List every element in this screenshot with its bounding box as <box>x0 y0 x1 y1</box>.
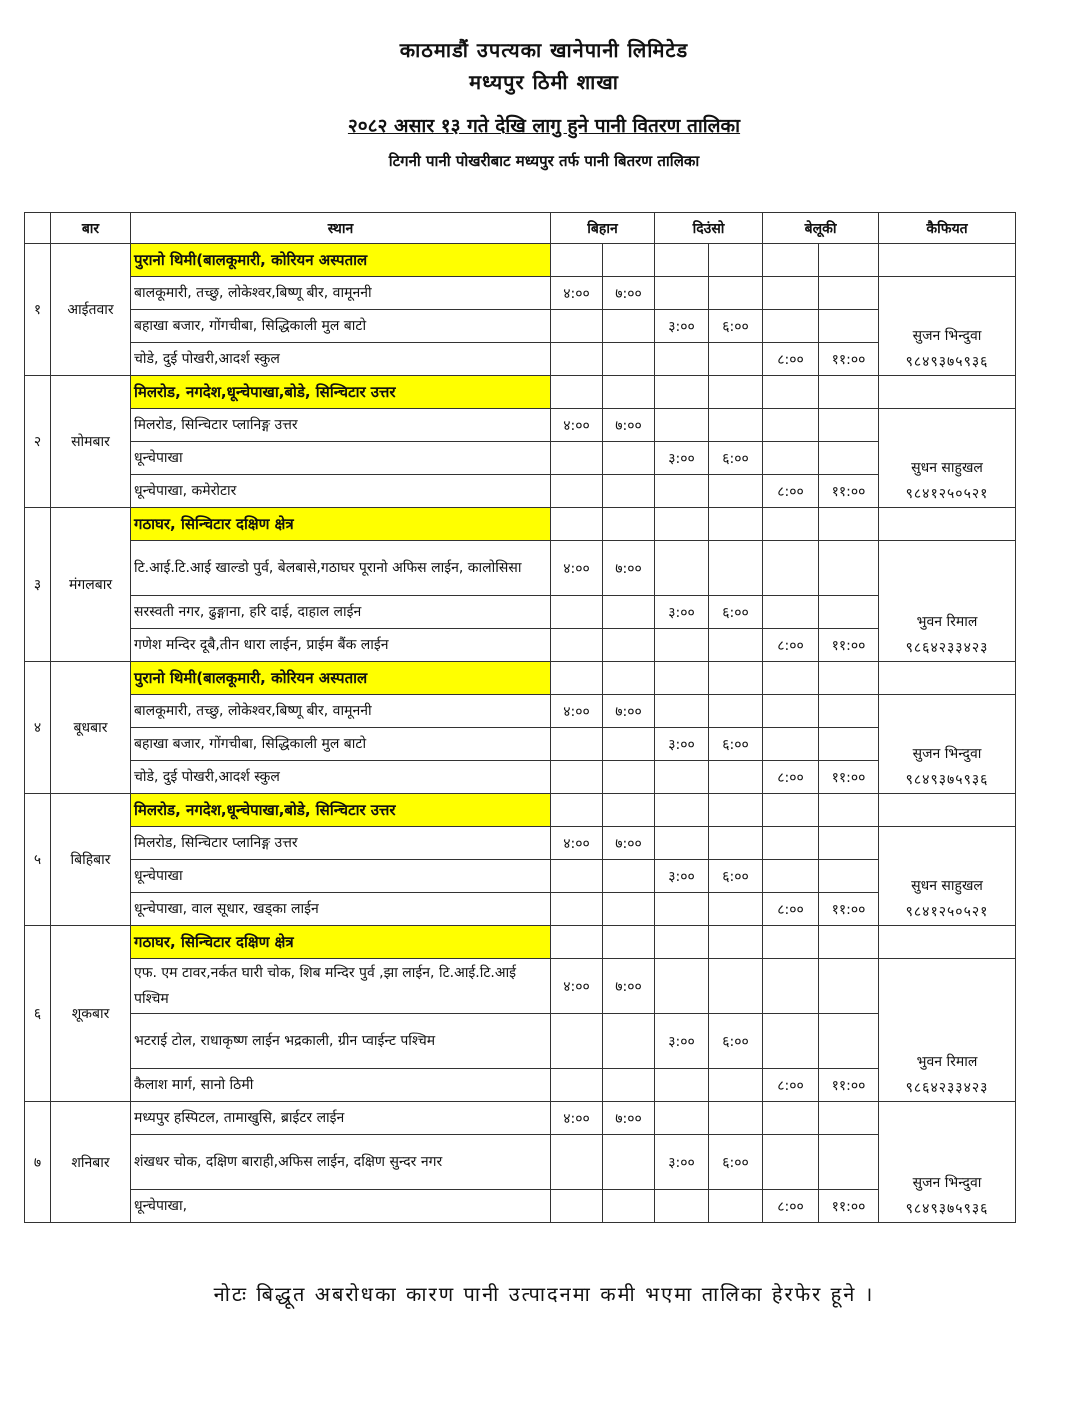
remark-cell <box>879 1102 1016 1223</box>
evening-end-time: ११:०० <box>819 475 879 508</box>
morning-start-time <box>551 728 603 761</box>
morning-start-time: ४:०० <box>551 409 603 442</box>
evening-start-time <box>763 959 819 1014</box>
morning-end-time <box>603 343 655 376</box>
evening-start-time <box>763 695 819 728</box>
morning-end-time: ७:०० <box>603 827 655 860</box>
place-cell: चोडे, दुई पोखरी,आदर्श स्कुल <box>131 343 551 376</box>
empty-cell <box>879 508 1016 541</box>
afternoon-start-time: ३:०० <box>655 860 709 893</box>
area-heading: पुरानो थिमी(बालकूमारी, कोरियन अस्पताल <box>131 662 551 695</box>
place-cell: धून्चेपाखा <box>131 442 551 475</box>
empty-cell <box>879 376 1016 409</box>
morning-start-time <box>551 1069 603 1102</box>
afternoon-start-time: ३:०० <box>655 1135 709 1190</box>
day-number: ३ <box>25 508 51 662</box>
morning-start-time: ४:०० <box>551 959 603 1014</box>
evening-end-time: ११:०० <box>819 1190 879 1223</box>
place-cell: धून्चेपाखा, <box>131 1190 551 1223</box>
morning-start-time <box>551 761 603 794</box>
table-body <box>25 244 1016 1223</box>
area-row <box>25 508 1016 541</box>
area-heading: पुरानो थिमी(बालकूमारी, कोरियन अस्पताल <box>131 244 551 277</box>
afternoon-start-time <box>655 1190 709 1223</box>
afternoon-end-time: ६:०० <box>709 1014 763 1069</box>
remark-cell <box>879 277 1016 376</box>
morning-start-time <box>551 310 603 343</box>
area-heading: गठाघर, सिन्चिटार दक्षिण क्षेत्र <box>131 926 551 959</box>
evening-start-time <box>763 728 819 761</box>
place-cell: बालकूमारी, तच्छु, लोकेश्वर,बिष्णू बीर, वामूननी <box>131 695 551 728</box>
morning-start-time: ४:०० <box>551 1102 603 1135</box>
area-heading: मिलरोड, नगदेश,धून्चेपाखा,बोडे, सिन्चिटार उत्तर <box>131 794 551 827</box>
evening-end-time <box>819 1135 879 1190</box>
morning-end-time: ७:०० <box>603 695 655 728</box>
day-name: शूकबार <box>51 926 131 1102</box>
afternoon-start-time <box>655 277 709 310</box>
area-row <box>25 662 1016 695</box>
contact-phone: ९८४९३७५९३६ <box>905 1201 989 1217</box>
afternoon-end-time <box>709 409 763 442</box>
afternoon-end-time <box>709 1069 763 1102</box>
place-cell: गणेश मन्दिर दूबै,तीन धारा लाईन, प्राईम बैंक लाईन <box>131 629 551 662</box>
afternoon-end-time: ६:०० <box>709 1135 763 1190</box>
afternoon-end-time <box>709 893 763 926</box>
evening-start-time <box>763 442 819 475</box>
organization-name: काठमाडौं उपत्यका खानेपानी लिमिटेड <box>399 38 689 62</box>
evening-start-time: ८:०० <box>763 629 819 662</box>
afternoon-start-time <box>655 409 709 442</box>
morning-end-time: ७:०० <box>603 541 655 596</box>
table-row <box>25 442 1016 475</box>
empty-cell <box>655 376 709 409</box>
evening-end-time <box>819 1014 879 1069</box>
table-row <box>25 761 1016 794</box>
empty-cell <box>763 794 819 827</box>
afternoon-end-time <box>709 1190 763 1223</box>
area-row <box>25 926 1016 959</box>
morning-start-time <box>551 1135 603 1190</box>
empty-cell <box>763 662 819 695</box>
contact-phone: ९८४१२५०५२१ <box>905 904 989 920</box>
evening-start-time <box>763 827 819 860</box>
evening-end-time <box>819 959 879 1014</box>
empty-cell <box>879 794 1016 827</box>
afternoon-start-time <box>655 343 709 376</box>
empty-cell <box>603 926 655 959</box>
morning-end-time <box>603 728 655 761</box>
header-afternoon: दिउंसो <box>655 213 763 244</box>
place-cell: शंखधर चोक, दक्षिण बाराही,अफिस लाईन, दक्षिण सुन्दर नगर <box>131 1135 551 1190</box>
morning-start-time: ४:०० <box>551 695 603 728</box>
contact-person: भुवन रिमाल <box>916 614 978 630</box>
table-row <box>25 1102 1016 1135</box>
morning-end-time <box>603 1069 655 1102</box>
area-row <box>25 244 1016 277</box>
table-header-row <box>25 213 1016 244</box>
morning-start-time <box>551 1014 603 1069</box>
afternoon-start-time <box>655 959 709 1014</box>
empty-cell <box>551 508 603 541</box>
contact-person: सुजन भिन्दुवा <box>912 328 982 344</box>
table-row <box>25 541 1016 596</box>
morning-end-time <box>603 761 655 794</box>
empty-cell <box>709 794 763 827</box>
morning-start-time: ४:०० <box>551 827 603 860</box>
day-number: ७ <box>25 1102 51 1223</box>
table-row <box>25 277 1016 310</box>
afternoon-end-time <box>709 343 763 376</box>
evening-start-time <box>763 277 819 310</box>
afternoon-start-time: ३:०० <box>655 1014 709 1069</box>
evening-end-time: ११:०० <box>819 761 879 794</box>
afternoon-start-time <box>655 827 709 860</box>
evening-start-time <box>763 1014 819 1069</box>
morning-start-time <box>551 860 603 893</box>
empty-cell <box>709 244 763 277</box>
empty-cell <box>763 376 819 409</box>
empty-cell <box>603 794 655 827</box>
morning-start-time <box>551 343 603 376</box>
empty-cell <box>763 244 819 277</box>
empty-cell <box>879 662 1016 695</box>
table-row <box>25 1014 1016 1069</box>
table-row <box>25 695 1016 728</box>
afternoon-start-time <box>655 893 709 926</box>
empty-cell <box>763 926 819 959</box>
afternoon-end-time: ६:०० <box>709 442 763 475</box>
afternoon-start-time: ३:०० <box>655 310 709 343</box>
morning-end-time <box>603 475 655 508</box>
table-row <box>25 596 1016 629</box>
empty-cell <box>603 662 655 695</box>
evening-start-time: ८:०० <box>763 1069 819 1102</box>
table-row <box>25 959 1016 1014</box>
afternoon-start-time <box>655 629 709 662</box>
place-cell: चोडे, दुई पोखरी,आदर्श स्कुल <box>131 761 551 794</box>
morning-end-time <box>603 442 655 475</box>
contact-person: भुवन रिमाल <box>916 1054 978 1070</box>
afternoon-end-time <box>709 541 763 596</box>
contact-person: सुधन साहुखल <box>911 460 983 476</box>
contact-person: सुधन साहुखल <box>911 878 983 894</box>
place-cell: टि.आई.टि.आई खाल्डो पुर्व, बेलबासे,गठाघर पूरानो अफिस लाईन, कालोसिसा <box>131 541 551 596</box>
evening-start-time <box>763 409 819 442</box>
place-cell: धून्चेपाखा <box>131 860 551 893</box>
contact-person: सुजन भिन्दुवा <box>912 746 982 762</box>
place-cell: भटराई टोल, राधाकृष्ण लाईन भद्रकाली, ग्रीन प्वाईन्ट पश्चिम <box>131 1014 551 1069</box>
table-row <box>25 475 1016 508</box>
empty-cell <box>819 926 879 959</box>
afternoon-start-time <box>655 541 709 596</box>
place-cell: कैलाश मार्ग, सानो ठिमी <box>131 1069 551 1102</box>
empty-cell <box>709 376 763 409</box>
day-number: ६ <box>25 926 51 1102</box>
place-cell: मिलरोड, सिन्चिटार प्लानिङ्ग उत्तर <box>131 827 551 860</box>
table-row <box>25 1135 1016 1190</box>
evening-end-time <box>819 277 879 310</box>
remark-cell <box>879 827 1016 926</box>
empty-cell <box>819 376 879 409</box>
header-serial <box>25 213 51 244</box>
morning-end-time <box>603 1190 655 1223</box>
evening-end-time: ११:०० <box>819 1069 879 1102</box>
empty-cell <box>879 244 1016 277</box>
remark-cell <box>879 541 1016 662</box>
header-day: बार <box>51 213 131 244</box>
evening-start-time <box>763 541 819 596</box>
day-number: २ <box>25 376 51 508</box>
afternoon-end-time <box>709 629 763 662</box>
header-evening: बेलूकी <box>763 213 879 244</box>
day-name: मंगलबार <box>51 508 131 662</box>
evening-start-time <box>763 310 819 343</box>
area-heading: गठाघर, सिन्चिटार दक्षिण क्षेत्र <box>131 508 551 541</box>
remark-cell <box>879 959 1016 1102</box>
contact-phone: ९८४१२५०५२१ <box>905 486 989 502</box>
evening-end-time <box>819 728 879 761</box>
place-cell: मध्यपुर हस्पिटल, तामाखुसि, ब्राईटर लाईन <box>131 1102 551 1135</box>
table-row <box>25 343 1016 376</box>
morning-start-time: ४:०० <box>551 277 603 310</box>
table-row <box>25 860 1016 893</box>
contact-phone: ९८६४२३३४२३ <box>905 640 989 656</box>
evening-end-time <box>819 310 879 343</box>
area-row <box>25 376 1016 409</box>
morning-end-time <box>603 1014 655 1069</box>
morning-end-time <box>603 1135 655 1190</box>
afternoon-start-time <box>655 475 709 508</box>
day-number: ५ <box>25 794 51 926</box>
morning-start-time: ४:०० <box>551 541 603 596</box>
place-cell: एफ. एम टावर,नर्कत घारी चोक, शिब मन्दिर पुर्व ,झा लाईन, टि.आई.टि.आई पश्चिम <box>131 959 551 1014</box>
remark-cell <box>879 695 1016 794</box>
morning-start-time <box>551 442 603 475</box>
empty-cell <box>655 662 709 695</box>
day-number: ४ <box>25 662 51 794</box>
header-morning: बिहान <box>551 213 655 244</box>
schedule-subtitle: टिगनी पानी पोखरीबाट मध्यपुर तर्फ पानी बितरण तालिका <box>388 152 700 170</box>
morning-end-time <box>603 860 655 893</box>
day-name: बिहिबार <box>51 794 131 926</box>
header-remark: कैफियत <box>879 213 1016 244</box>
evening-end-time <box>819 695 879 728</box>
morning-end-time: ७:०० <box>603 409 655 442</box>
day-name: शनिबार <box>51 1102 131 1223</box>
afternoon-start-time: ३:०० <box>655 596 709 629</box>
place-cell: धून्चेपाखा, कमेरोटार <box>131 475 551 508</box>
remark-cell <box>879 409 1016 508</box>
evening-start-time: ८:०० <box>763 1190 819 1223</box>
afternoon-start-time: ३:०० <box>655 442 709 475</box>
empty-cell <box>819 244 879 277</box>
empty-cell <box>879 926 1016 959</box>
empty-cell <box>709 662 763 695</box>
area-heading: मिलरोड, नगदेश,धून्चेपाखा,बोडे, सिन्चिटार उत्तर <box>131 376 551 409</box>
evening-end-time: ११:०० <box>819 343 879 376</box>
empty-cell <box>819 662 879 695</box>
afternoon-start-time <box>655 1069 709 1102</box>
empty-cell <box>763 508 819 541</box>
empty-cell <box>603 244 655 277</box>
header-place: स्थान <box>131 213 551 244</box>
evening-end-time <box>819 860 879 893</box>
place-cell: सरस्वती नगर, ढुङ्गाना, हरि दाई, दाहाल लाईन <box>131 596 551 629</box>
place-cell: बहाखा बजार, गोंगचीबा, सिद्धिकाली मुल बाटो <box>131 310 551 343</box>
evening-end-time: ११:०० <box>819 893 879 926</box>
table-row <box>25 310 1016 343</box>
table-row <box>25 728 1016 761</box>
morning-end-time: ७:०० <box>603 277 655 310</box>
empty-cell <box>709 508 763 541</box>
branch-name: मध्यपुर ठिमी शाखा <box>469 70 619 94</box>
empty-cell <box>655 794 709 827</box>
table-row <box>25 1190 1016 1223</box>
table-row <box>25 893 1016 926</box>
evening-start-time <box>763 596 819 629</box>
evening-start-time: ८:०० <box>763 343 819 376</box>
evening-start-time <box>763 1135 819 1190</box>
afternoon-end-time <box>709 761 763 794</box>
empty-cell <box>819 794 879 827</box>
evening-start-time <box>763 860 819 893</box>
footer-note: नोटः बिद्धूत अबरोधका कारण पानी उत्पादनमा कमी भएमा तालिका हेरफेर हूने । <box>213 1282 875 1306</box>
afternoon-end-time: ६:०० <box>709 860 763 893</box>
empty-cell <box>551 662 603 695</box>
morning-start-time <box>551 893 603 926</box>
table-row <box>25 629 1016 662</box>
place-cell: धून्चेपाखा, वाल सूधार, खड्का लाईन <box>131 893 551 926</box>
evening-start-time: ८:०० <box>763 475 819 508</box>
afternoon-end-time <box>709 277 763 310</box>
evening-start-time: ८:०० <box>763 893 819 926</box>
day-name: सोमबार <box>51 376 131 508</box>
morning-end-time <box>603 893 655 926</box>
contact-phone: ९८४९३७५९३६ <box>905 354 989 370</box>
afternoon-end-time <box>709 695 763 728</box>
evening-end-time <box>819 596 879 629</box>
morning-end-time: ७:०० <box>603 959 655 1014</box>
day-name: बूधबार <box>51 662 131 794</box>
morning-end-time <box>603 310 655 343</box>
empty-cell <box>709 926 763 959</box>
afternoon-end-time <box>709 1102 763 1135</box>
place-cell: बहाखा बजार, गोंगचीबा, सिद्धिकाली मुल बाटो <box>131 728 551 761</box>
evening-end-time <box>819 541 879 596</box>
evening-start-time <box>763 1102 819 1135</box>
evening-end-time <box>819 409 879 442</box>
day-number: १ <box>25 244 51 376</box>
evening-end-time: ११:०० <box>819 629 879 662</box>
morning-start-time <box>551 596 603 629</box>
afternoon-end-time <box>709 475 763 508</box>
morning-end-time <box>603 629 655 662</box>
empty-cell <box>551 926 603 959</box>
empty-cell <box>603 376 655 409</box>
place-cell: बालकूमारी, तच्छु, लोकेश्वर,बिष्णू बीर, वामूननी <box>131 277 551 310</box>
contact-phone: ९८६४२३३४२३ <box>905 1080 989 1096</box>
empty-cell <box>655 508 709 541</box>
empty-cell <box>551 376 603 409</box>
afternoon-start-time: ३:०० <box>655 728 709 761</box>
day-name: आईतवार <box>51 244 131 376</box>
afternoon-start-time <box>655 761 709 794</box>
afternoon-start-time <box>655 695 709 728</box>
area-row <box>25 794 1016 827</box>
morning-end-time <box>603 596 655 629</box>
table-row <box>25 1069 1016 1102</box>
morning-end-time: ७:०० <box>603 1102 655 1135</box>
table-row <box>25 827 1016 860</box>
afternoon-start-time <box>655 1102 709 1135</box>
evening-end-time <box>819 442 879 475</box>
evening-end-time <box>819 827 879 860</box>
morning-start-time <box>551 1190 603 1223</box>
afternoon-end-time: ६:०० <box>709 728 763 761</box>
empty-cell <box>551 244 603 277</box>
schedule-title: २०८२ असार १३ गते देखि लागु हुने पानी वितरण तालिका <box>347 115 741 137</box>
afternoon-end-time: ६:०० <box>709 596 763 629</box>
contact-person: सुजन भिन्दुवा <box>912 1175 982 1191</box>
empty-cell <box>655 926 709 959</box>
afternoon-end-time <box>709 959 763 1014</box>
evening-start-time: ८:०० <box>763 761 819 794</box>
afternoon-end-time: ६:०० <box>709 310 763 343</box>
empty-cell <box>551 794 603 827</box>
place-cell: मिलरोड, सिन्चिटार प्लानिङ्ग उत्तर <box>131 409 551 442</box>
empty-cell <box>655 244 709 277</box>
morning-start-time <box>551 475 603 508</box>
morning-start-time <box>551 629 603 662</box>
empty-cell <box>603 508 655 541</box>
contact-phone: ९८४९३७५९३६ <box>905 772 989 788</box>
table-row <box>25 409 1016 442</box>
afternoon-end-time <box>709 827 763 860</box>
evening-end-time <box>819 1102 879 1135</box>
empty-cell <box>819 508 879 541</box>
water-distribution-table <box>24 212 1016 1223</box>
